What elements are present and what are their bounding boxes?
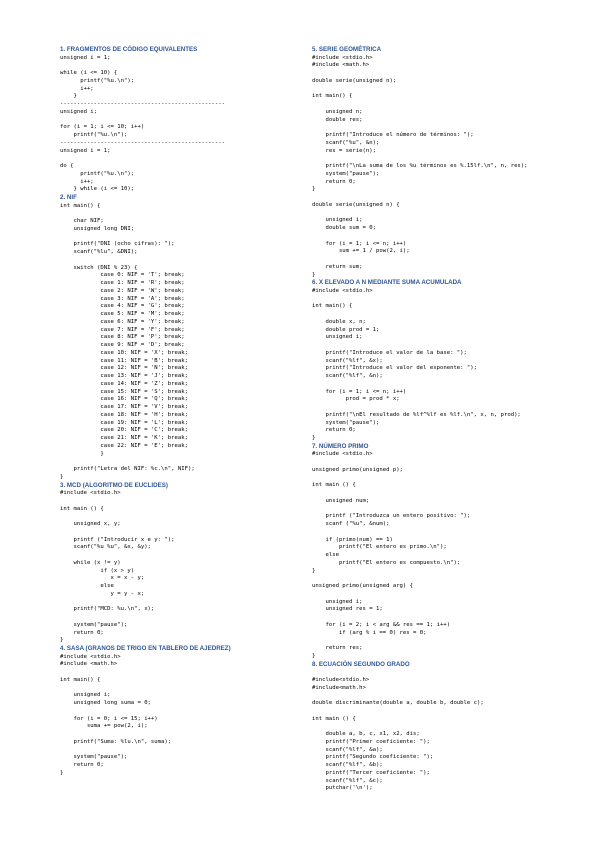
code-block-numero-primo: #include <stdio.h> unsigned primo(unsigned p); int main () { unsigned num; printf ("Introduzca un entero positivo: "); scanf ("%u", &num); if (primo(num) == 1) printf("El entero es primo.\n"); else printf("El entero es compuesto.\n"); } unsigned primo(unsigned arg) { unsigned i; unsigned res = 1; for (i = 2; i < arg && res == 1; i++) if (arg % i == 0) res = 0; return res; }: [312, 451, 471, 659]
right-column: [312, 46, 552, 793]
code-block-fragmentos: unsigned i = 1; while (i <= 10) { printf("%u.\n"); i++; } ------------------------------------------------- unsigned i; for (i = 1; i <= 10; i++) printf("%u.\n"); ------------------------------------------------- unsigned i = 1; do { printf("%u.\n"); i++; } while (i <= 10);: [60, 54, 226, 193]
section-heading-nif: 2. NIF: [60, 194, 77, 201]
section-heading-sasa: 4. SASA (GRANOS DE TRIGO EN TABLERO DE AJEDREZ): [60, 645, 231, 652]
section-heading-x-elevado-n: 6. X ELEVADO A N MEDIANTE SUMA ACUMULADA: [312, 279, 462, 287]
code-block-nif: int main() { char NIF; unsigned long DNI; printf("DNI (ocho cifras): "); scanf("%lu", &DNI); switch (DNI % 23) { case 0: NIF = 'T'; break; case 1: NIF = 'R'; break; case 2: NIF = 'W'; break; case 3: NIF = 'A'; break; case 4: NIF = 'G'; break; case 5: NIF = 'M'; break; case 6: NIF = 'Y'; break; case 7: NIF = 'F'; break; case 8: NIF = 'P'; break; case 9: NIF = 'D'; break; case 10: NIF = 'X'; break; case 11: NIF = 'B'; break; case 12: NIF = 'N'; break; case 13: NIF = 'J'; break; case 14: NIF = 'Z'; break; case 15: NIF = 'S'; break; case 16: NIF = 'Q'; break; case 17: NIF = 'V'; break; case 18: NIF = 'H'; break; case 19: NIF = 'L'; break; case 20: NIF = 'C'; break; case 21: NIF = 'K'; break; case 22: NIF = 'E'; break; } printf("Letra del NIF: %c.\n", NIF); }: [60, 202, 195, 480]
code-block-x-elevado-n: #include <stdio.h> int main() { double x, n; double prod = 1; unsigned i; printf("Introduce el valor de la base: "); scanf("%lf", &x); printf("Introduce el valor del exponente: "); scanf("%lf", &n); for (i = 1; i <= n; i++) prod = prod * x; printf("\nEl resultado de %lf^%lf es %lf.\n", x, n, prod); system("pause"); return 0; }: [312, 287, 521, 441]
code-block-sasa: #include <stdio.h> #include <math.h> int main() { unsigned i; unsigned long suma = 0; for (i = 0; i <= 15; i++) suma += pow(2, i); printf("Suma: %lu.\n", suma); system("pause"); return 0; }: [60, 653, 172, 776]
code-block-mcd: #include <stdio.h> int main () { unsigned x, y; printf ("Introducir x e y: "); scanf("%u %u", &x, &y); while (x != y) if (x > y) x = x - y; else y = y - x; printf("MCD: %u.\n", x); system("pause"); return 0; }: [60, 490, 175, 644]
code-block-ecuacion-segundo-grado: #include<stdio.h> #include<math.h> double discriminante(double a, double b, double c); int main () { double a, b, c, x1, x2, dis; printf("Primer coeficiente: "); scanf("%lf", &a); printf("Segundo coeficiente: "); scanf("%lf", &b); printf("Tercer coeficiente: "); scanf("%lf", &c); putchar('\n');: [312, 676, 484, 792]
section-heading-fragmentos: 1. FRAGMENTOS DE CÓDIGO EQUIVALENTES: [60, 46, 198, 53]
left-column: [60, 46, 295, 778]
code-block-serie-geometrica: #include <stdio.h> #include <math.h> double serie(unsigned n); int main() { unsigned n; double res; printf("Introduce el número de términos: "); scanf("%u", &n); res = serie(n); printf("\nLa suma de los %u términos es %.15lf.\n", n, res); system("pause"); return 0; } double serie(unsigned n) { unsigned i; double sum = 0; for (i = 1; i <= n; i++) sum += 1 / pow(2, i); return sum; }: [312, 54, 528, 278]
section-heading-mcd: 3. MCD (ALGORITMO DE EUCLIDES): [60, 481, 168, 489]
section-heading-numero-primo: 7. NÚMERO PRIMO: [312, 442, 369, 450]
section-heading-ecuacion-segundo-grado: 8. ECUACIÓN SEGUNDO GRADO: [312, 660, 410, 668]
section-heading-serie-geometrica: 5. SERIE GEOMÉTRICA: [312, 46, 382, 53]
